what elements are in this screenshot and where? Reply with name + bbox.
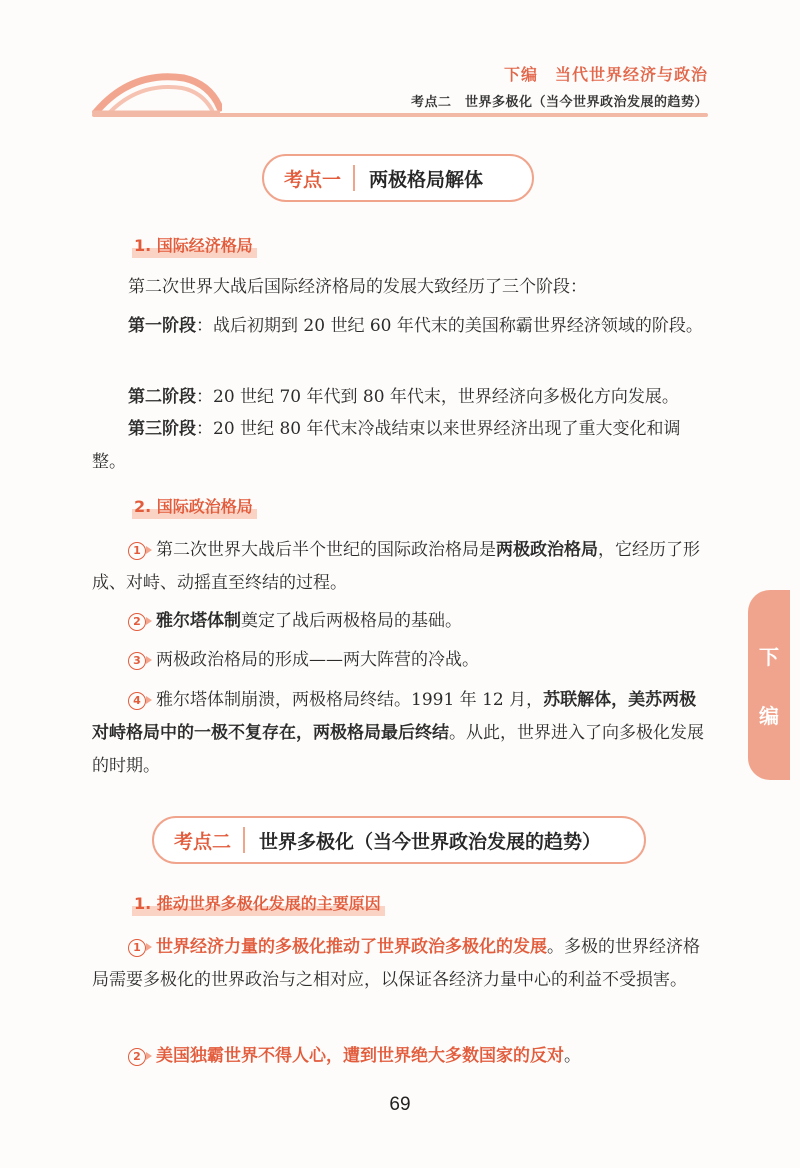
item-2-text-c: 奠定了战后两极格局的基础。 xyxy=(241,611,462,631)
circle-number-1-icon: 1 xyxy=(128,542,146,560)
item-4-text-c: 。从此，世界进入了向多极化发展的时期。 xyxy=(92,723,704,776)
cause-2-text-red: 美国独霸世界不得人心，遭到世界绝大多数国家的反对 xyxy=(156,1046,564,1066)
stage-3-text: ：20 世纪 80 年代末冷战结束以来世界经济出现了重大变化和调整。 xyxy=(92,419,681,472)
stage-3-label: 第三阶段 xyxy=(128,419,196,439)
header-subtitle: 考点二 世界多极化（当今世界政治发展的趋势） xyxy=(410,95,708,110)
side-tab-char-1: 下 xyxy=(759,645,779,669)
section1-tag: 考点一 xyxy=(284,168,342,191)
paragraph-stage-3 xyxy=(92,413,710,479)
political-item-3 xyxy=(92,644,710,677)
side-tab-volume xyxy=(748,590,790,780)
cause-item-2 xyxy=(92,1040,710,1073)
section1-heading xyxy=(262,154,534,202)
page-number: 69 xyxy=(389,1094,411,1115)
paragraph-intro xyxy=(92,271,710,304)
circle-number-1-icon: 1 xyxy=(128,939,146,957)
section2-tag: 考点二 xyxy=(174,830,232,853)
item-2-text-bold: 雅尔塔体制 xyxy=(156,611,241,631)
section2-title: 世界多极化（当今世界政治发展的趋势） xyxy=(259,830,602,853)
circle-number-2-icon: 2 xyxy=(128,1048,146,1066)
item-4-text-a: 雅尔塔体制崩溃，两极格局终结。1991 年 12 月， xyxy=(156,690,544,710)
cause-1-text-red: 世界经济力量的多极化推动了世界政治多极化的发展 xyxy=(156,937,547,957)
header-title: 下编 当代世界经济与政治 xyxy=(503,65,708,84)
sub-heading-economic: 1. 国际经济格局 xyxy=(132,233,257,258)
sub-heading-political: 2. 国际政治格局 xyxy=(132,494,257,519)
item-1-text-bold: 两极政治格局 xyxy=(496,540,598,560)
item-4-text-bold: 苏联解体，美苏两极对峙格局中的一极不复存在，两极格局最后终结 xyxy=(92,690,697,743)
sub-heading-multipolar-causes: 1. 推动世界多极化发展的主要原因 xyxy=(132,891,385,916)
circle-number-3-icon: 3 xyxy=(128,652,146,670)
section2-heading xyxy=(152,816,646,864)
section1-title: 两极格局解体 xyxy=(369,168,484,191)
paragraph-stage-1 xyxy=(92,310,710,343)
paragraph-stage-2 xyxy=(92,381,710,414)
cause-2-text-c: 。 xyxy=(564,1046,581,1066)
header-underline xyxy=(92,113,708,117)
item-3-text-a: 两极政治格局的形成——两大阵营的冷战。 xyxy=(156,650,479,670)
circle-number-2-icon: 2 xyxy=(128,613,146,631)
political-item-1 xyxy=(92,534,710,600)
intro-text: 第二次世界大战后国际经济格局的发展大致经历了三个阶段： xyxy=(128,277,587,297)
cause-item-1 xyxy=(92,931,710,997)
political-item-2 xyxy=(92,605,710,638)
stage-1-text: ：战后初期到 20 世纪 60 年代末的美国称霸世界经济领域的阶段。 xyxy=(196,316,703,336)
cause-1-text-c: 。多极的世界经济格局需要多极化的世界政治与之相对应，以保证各经济力量中心的利益不受损害。 xyxy=(92,937,700,990)
item-1-text-a: 第二次世界大战后半个世纪的国际政治格局是 xyxy=(156,540,496,560)
stage-1-label: 第一阶段 xyxy=(128,316,196,336)
item-1-text-c: ，它经历了形成、对峙、动摇直至终结的过程。 xyxy=(92,540,700,593)
political-item-4 xyxy=(92,684,710,783)
header-arc-decoration xyxy=(92,68,222,114)
side-tab-char-2: 编 xyxy=(759,704,779,728)
stage-2-text: ：20 世纪 70 年代到 80 年代末，世界经济向多极化方向发展。 xyxy=(196,387,679,407)
circle-number-4-icon: 4 xyxy=(128,692,146,710)
stage-2-label: 第二阶段 xyxy=(128,387,196,407)
